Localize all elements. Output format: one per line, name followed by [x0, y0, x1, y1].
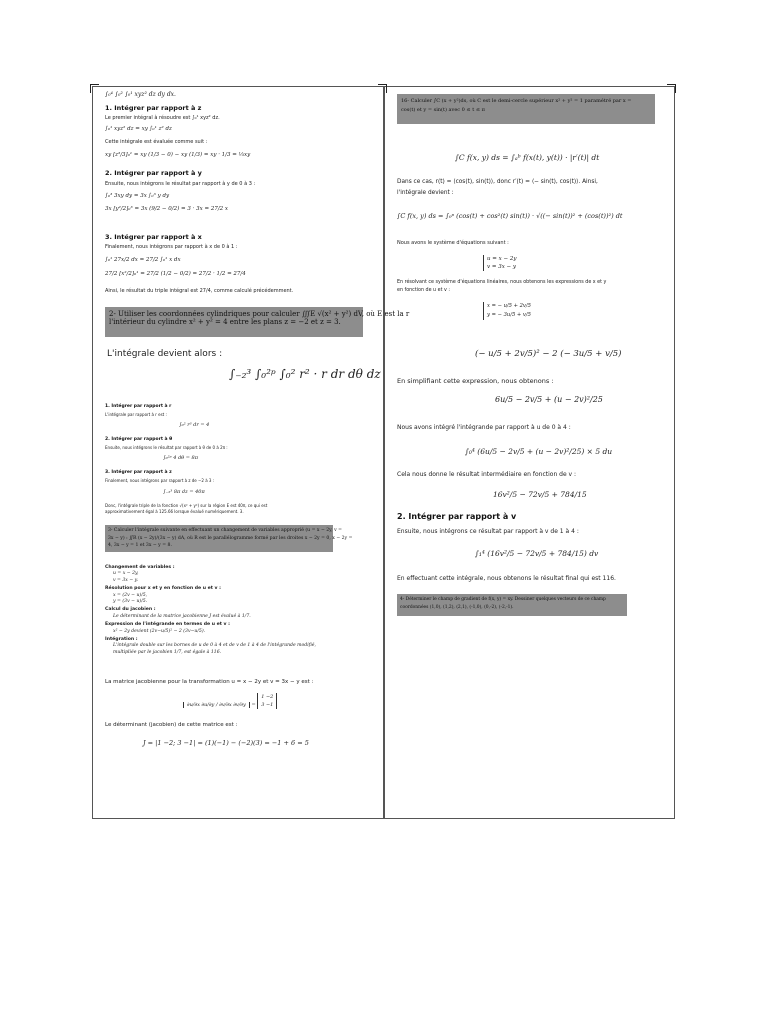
- list-item: [105, 637, 381, 656]
- paragraph: Ainsi, le résultat du triple intégral est 27/4, comme calculé précédemment.: [105, 288, 294, 294]
- paragraph: L'intégrale par rapport à r est :: [105, 412, 167, 417]
- paragraph: Finalement, nous intégrons par rapport à x de 0 à 1 :: [105, 244, 238, 250]
- steps-list: [105, 565, 381, 658]
- list-item-line: v = 3x − y.: [113, 577, 139, 583]
- equation: ∫₀² r³ dr = 4: [179, 422, 210, 428]
- paragraph: Nous avons le système d'équations suivant :: [397, 240, 509, 246]
- big-integral: ∫₋₂³ ∫₀²ᵖ ∫₀² r² · r dr dθ dz: [229, 367, 381, 381]
- section-heading: 2. Intégrer par rapport à v: [397, 512, 517, 521]
- equation-system: [483, 255, 516, 271]
- banner-line: 16- Calculer ∫C (x + y²)ds, où C est le demi-cercle supérieur x² + y² = 1 paramétré par x =: [401, 98, 632, 104]
- list-item: [105, 622, 381, 635]
- paragraph: Ensuite, nous intégrons le résultat par rapport à θ de 0 à 2π :: [105, 445, 228, 450]
- banner-line: 3x − y) : ∬R (x − 2y)/(3x − y) dA, où R est le parallélogramme formé par les droites x − 2y = 0, x − 2y =: [108, 535, 353, 541]
- equation: 27/2 [x²/2]₀¹ = 27/2 (1/2 − 0/2) = 27/2 · 1/2 = 27/4: [105, 271, 246, 277]
- paragraph: Cette intégrale est évaluée comme suit :: [105, 139, 208, 145]
- paragraph: Ensuite, nous intégrons le résultat par rapport à y de 0 à 3 :: [105, 181, 256, 187]
- crop-mark: [90, 84, 99, 93]
- exercise-banner: [105, 525, 353, 552]
- exercise-banner: [105, 307, 410, 337]
- list-item-line: L'intégrale double sur les bornes de u de 0 à 4 et de v de 1 à 4 de l'intégrande modifié,: [113, 643, 316, 649]
- list-item-title: Expression de l'intégrande en termes de u et v :: [105, 622, 230, 628]
- section-heading: 1. Intégrer par rapport à r: [105, 404, 172, 409]
- crop-mark: [667, 84, 676, 93]
- paragraph: Nous avons intégré l'intégrande par rapport à u de 0 à 4 :: [397, 424, 571, 431]
- section-heading: 3. Intégrer par rapport à z: [105, 470, 172, 475]
- matrix-row: 1 −2: [261, 694, 274, 700]
- list-item-title: Résolution pour x et y en fonction de u et v :: [105, 586, 221, 592]
- right-column: [384, 86, 675, 819]
- equation: xy [z³/3]₀¹ = xy (1/3 − 0) − xy (1/3) = xy · 1/3 = ⅓xy: [105, 152, 251, 158]
- list-item-line: y = (3v − u)/5.: [113, 599, 148, 605]
- equation: (− u/5 + 2v/5)² − 2 (− 3u/5 + v/5): [475, 349, 622, 359]
- paragraph: Cela nous donne le résultat intermédiaire en fonction de v :: [397, 471, 577, 478]
- banner-line: 3- Calculer l'intégrale suivante en effectuant un changement de variables approprié (u = x − 2y, v =: [108, 528, 342, 533]
- equation: 16v²/5 − 72v/5 + 784/15: [493, 490, 587, 499]
- list-item-title: Changement de variables :: [105, 565, 175, 570]
- list-item-line: Le déterminant de la matrice jacobienne J est évalué à 1/7.: [113, 613, 251, 619]
- paragraph: En simplifiant cette expression, nous obtenons :: [397, 377, 554, 385]
- list-item-title: Intégration :: [105, 637, 138, 643]
- solution-line: x = − u/5 + 2v/5: [487, 303, 531, 309]
- solution-line: y = − 3u/5 + v/5: [487, 312, 531, 318]
- equation: 3x [y²/2]₀³ = 3x (9/2 − 0/2) = 3 · 3x = 27/2 x: [105, 206, 229, 212]
- paragraph: en fonction de u et v :: [397, 288, 450, 293]
- system-line: u = x − 2y: [487, 256, 517, 262]
- exercise-banner: [397, 594, 627, 616]
- equation: ∫C f(x, y) ds = ∫₀ᵖ (cos(t) + cos²(t) sin(t)) · √((− sin(t))² + (cos(t))²) dt: [397, 212, 623, 220]
- matrix-cell: ∂u/∂x ∂u/∂y / ∂v/∂x ∂v/∂y: [187, 702, 246, 708]
- banner-line: 4, 3x − y = 1 et 3x − y = 8.: [108, 543, 172, 549]
- paragraph: En résolvant ce système d'équations linéaires, nous obtenons les expressions de x et y: [397, 280, 607, 285]
- equation: ∫₁⁴ (16v²/5 − 72v/5 + 784/15) dv: [475, 549, 599, 558]
- banner-line: coordonnées (1,0), (1,2), (2,1), (-1,0), (0,-2), (-2,-1).: [400, 605, 514, 610]
- list-item-line: x = (2v − u)/5,: [113, 592, 148, 598]
- list-item: [105, 565, 381, 584]
- list-item-line: x² − 2y devient (2v−u/5)² − 2 (3v−u/5).: [113, 628, 206, 634]
- list-item-title: Calcul du jacobien :: [105, 607, 156, 613]
- list-item: [105, 586, 381, 605]
- exercise-banner: [397, 94, 655, 124]
- equals: =: [251, 702, 258, 708]
- matrix-partials: [183, 702, 250, 708]
- banner-line: cos(t) et y = sin(t) avec 0 ≤ t ≤ π: [401, 107, 485, 113]
- jacobian-matrix: [183, 693, 277, 709]
- equation: ∫C f(x, y) ds = ∫ₐᵇ f(x(t), y(t)) · |r′(t)| dt: [455, 153, 600, 162]
- equation: ∫₀¹ 27x/2 dx = 27/2 ∫₀¹ x dx: [105, 257, 181, 263]
- document-page: [92, 86, 675, 819]
- crop-mark: [378, 84, 387, 93]
- section-heading: 3. Intégrer par rapport à x: [105, 233, 202, 241]
- left-column: [92, 86, 410, 819]
- paragraph: Ensuite, nous intégrons ce résultat par rapport à v de 1 à 4 :: [397, 528, 579, 535]
- list-item: [105, 607, 381, 620]
- section-heading: 2. Intégrer par rapport à θ: [105, 437, 173, 442]
- banner-line: 2- Utiliser les coordonnées cylindriques pour calculer ∭E √(x² + y²) dV, où E est la r: [109, 310, 410, 318]
- equation: 6u/5 − 2v/5 + (u − 2v)²/25: [495, 395, 603, 404]
- section-heading: 2. Intégrer par rapport à y: [105, 169, 202, 177]
- banner-line: 4- Déterminer le champ de gradient de f(x, y) = xy. Dessiner quelques vecteurs de ce champ: [400, 597, 606, 602]
- paragraph: Donc, l'intégrale triple de la fonction √(x² + y²) sur la région E est 40π, ce qui est: [105, 503, 268, 508]
- equation: J = |1 −2; 3 −1| = (1)(−1) − (−2)(3) = −1 + 6 = 5: [143, 739, 309, 747]
- matrix-values: [257, 693, 277, 709]
- paragraph: En effectuant cette intégrale, nous obtenons le résultat final qui est 116.: [397, 575, 616, 582]
- paragraph: Dans ce cas, r(t) = ⟨cos(t), sin(t)⟩, donc r′(t) = ⟨− sin(t), cos(t)⟩. Ainsi,: [397, 179, 598, 185]
- equation: ∫₀¹ xyz² dz = xy ∫₀¹ z² dz: [105, 126, 172, 132]
- paragraph: approximativement égal à 125.66 lorsque évalué numériquement. 3.: [105, 509, 244, 514]
- paragraph: Le premier intégral à résoudre est ∫₀¹ xyz² dz.: [105, 115, 220, 121]
- banner-line: l'intérieur du cylindre x² + y² = 4 entre les plans z = −2 et z = 3.: [109, 318, 341, 326]
- equation: ∫₀²ᵖ 4 dθ = 8π: [163, 455, 199, 461]
- system-line: v = 3x − y: [487, 264, 517, 270]
- matrix-row: 3 −1: [261, 702, 274, 708]
- solution-system: [483, 302, 531, 320]
- paragraph: L'intégrale devient alors :: [107, 349, 223, 359]
- paragraph: l'intégrale devient :: [397, 190, 454, 196]
- equation: ∫₀³ 3xy dy = 3x ∫₀³ y dy: [105, 193, 170, 199]
- equation: ∫₋₂³ 8π dz = 40π: [163, 489, 205, 495]
- paragraph: Le déterminant (jacobien) de cette matrice est :: [105, 722, 238, 728]
- equation: ∫₀⁴ (6u/5 − 2v/5 + (u − 2v)²/25) × 5 du: [465, 447, 613, 456]
- paragraph: Finalement, nous intégrons par rapport à z de −2 à 3 :: [105, 478, 215, 483]
- list-item-line: multipliée par le jacobien 1/7, est égale à 116.: [113, 649, 222, 655]
- intro-integral: ∫₀⁴ ∫₀² ∫₀¹ xyz² dz dy dx.: [105, 91, 176, 98]
- paragraph: La matrice jacobienne pour la transformation u = x − 2y et v = 3x − y est :: [105, 679, 314, 685]
- section-heading: 1. Intégrer par rapport à z: [105, 104, 202, 112]
- list-item-line: u = x − 2y,: [113, 571, 139, 577]
